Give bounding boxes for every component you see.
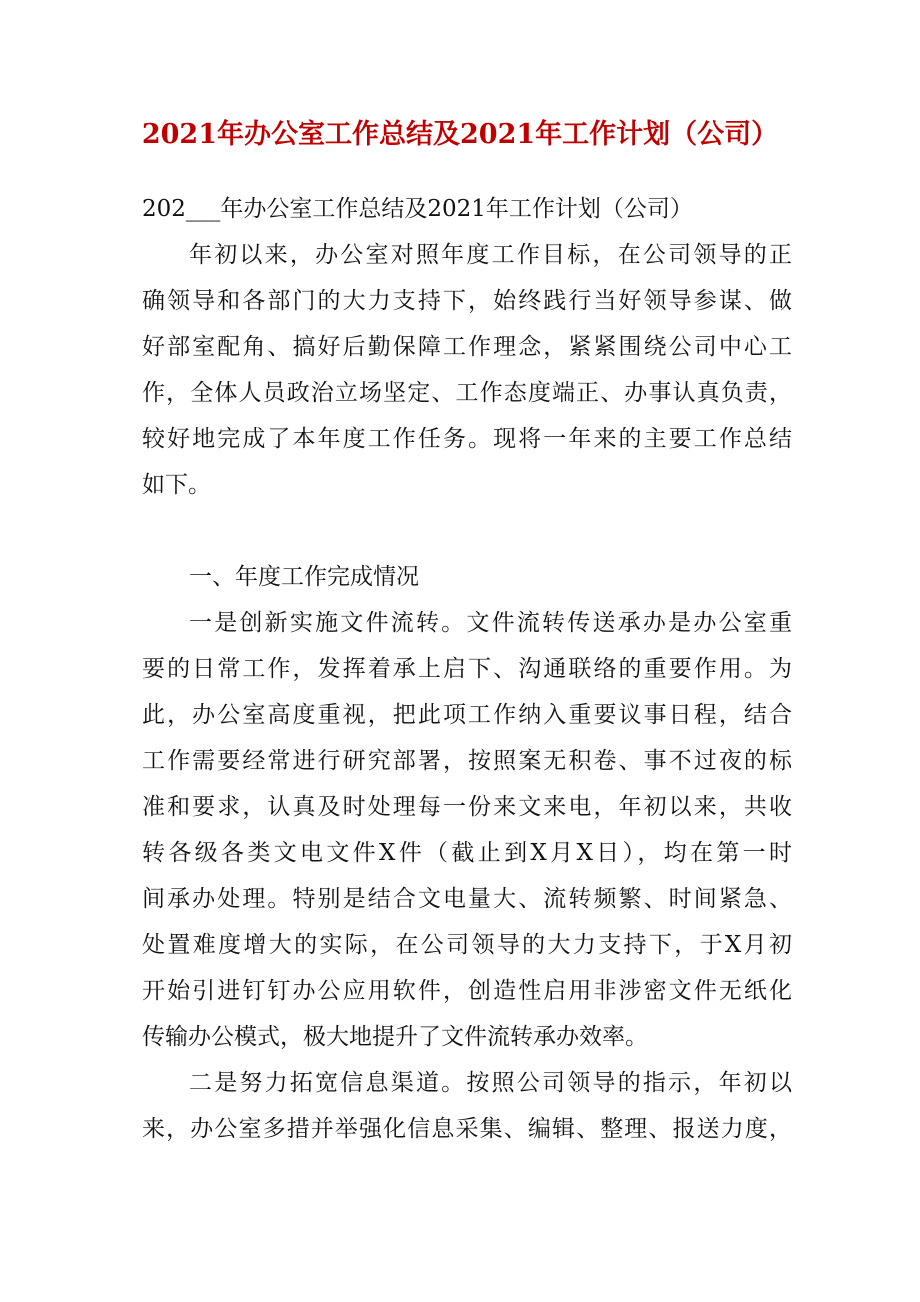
paragraph-line: 较好地完成了本年度工作任务。现将一年来的主要工作总结 (142, 426, 792, 452)
paragraph-line: 传输办公模式，极大地提升了文件流转承办效率。 (142, 1024, 648, 1050)
paragraph-line: 年初以来，办公室对照年度工作目标，在公司领导的正 (189, 242, 792, 268)
paragraph-line: 准和要求，认真及时处理每一份来文来电，年初以来，共收 (142, 794, 792, 820)
paragraph-line: 一是创新实施文件流转。文件流转传送承办是办公室重 (189, 610, 792, 636)
paragraph-line: 作，全体人员政治立场坚定、工作态度端正、办事认真负责， (142, 380, 792, 406)
paragraph-line: 好部室配角、搞好后勤保障工作理念，紧紧围绕公司中心工 (142, 334, 792, 360)
paragraph-line: 此，办公室高度重视，把此项工作纳入重要议事日程，结合 (142, 702, 792, 728)
paragraph-line: 来，办公室多措并举强化信息采集、编辑、整理、报送力度， (142, 1116, 792, 1142)
paragraph-line: 工作需要经常进行研究部署，按照案无积卷、事不过夜的标 (142, 748, 792, 774)
section-heading: 一、年度工作完成情况 (189, 564, 419, 590)
paragraph-line: 开始引进钉钉办公应用软件，创造性启用非涉密文件无纸化 (142, 978, 792, 1004)
paragraph-line: 转各级各类文电文件X件（截止到X月X日），均在第一时 (142, 840, 792, 866)
subtitle-line: 202___年办公室工作总结及2021年工作计划（公司） (142, 196, 693, 222)
paragraph-gap (142, 508, 792, 554)
paragraph-line: 确领导和各部门的大力支持下，始终践行当好领导参谋、做 (142, 288, 792, 314)
paragraph-line: 要的日常工作，发挥着承上启下、沟通联络的重要作用。为 (142, 656, 792, 682)
document-body (142, 186, 792, 1152)
paragraph-line: 如下。 (142, 472, 211, 498)
paragraph-line: 间承办处理。特别是结合文电量大、流转频繁、时间紧急、 (142, 886, 792, 912)
paragraph-line: 二是努力拓宽信息渠道。按照公司领导的指示，年初以 (189, 1070, 792, 1096)
paragraph-line: 处置难度增大的实际，在公司领导的大力支持下，于X月初 (142, 932, 792, 958)
document-title: 2021年办公室工作总结及2021年工作计划（公司） (141, 119, 779, 150)
